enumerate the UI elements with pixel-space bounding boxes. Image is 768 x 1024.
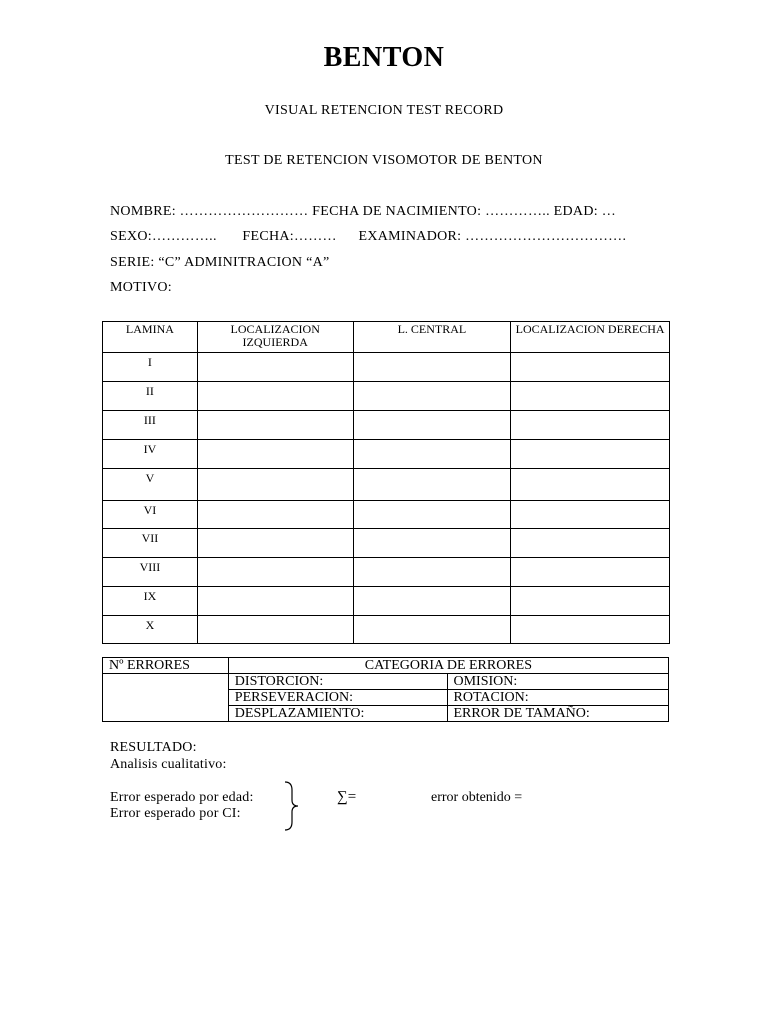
form-line-nombre: NOMBRE: ……………………… FECHA DE NACIMIENTO: ………….. EDAD: … [110,204,617,219]
cell-central[interactable] [353,587,511,616]
cell-izquierda[interactable] [197,440,353,469]
table-row [103,674,669,690]
cell-central[interactable] [353,382,511,411]
cell-derecha[interactable] [511,587,670,616]
subtitle-spanish: TEST DE RETENCION VISOMOTOR DE BENTON [225,153,543,168]
error-rotacion: ROTACION: [447,690,669,706]
cell-izquierda[interactable] [197,587,353,616]
error-omision: OMISION: [447,674,669,690]
cell-derecha[interactable] [511,529,670,558]
form-line-sexo [110,229,626,245]
cell-central[interactable] [353,616,511,644]
cell-derecha[interactable] [511,440,670,469]
header-derecha: LOCALIZACION DERECHA [511,322,670,353]
cell-central[interactable] [353,558,511,587]
lamina-number: IX [103,587,198,616]
cell-derecha[interactable] [511,558,670,587]
cell-derecha[interactable] [511,501,670,529]
cell-derecha[interactable] [511,382,670,411]
cell-izquierda[interactable] [197,501,353,529]
errors-header-row [103,658,669,674]
header-categoria: CATEGORIA DE ERRORES [228,658,668,674]
lamina-table [102,321,670,644]
cell-derecha[interactable] [511,353,670,382]
table-row [103,411,670,440]
lamina-number: VI [103,501,198,529]
lamina-number: VII [103,529,198,558]
cell-central[interactable] [353,501,511,529]
cell-izquierda[interactable] [197,469,353,501]
lamina-header-row [103,322,670,353]
error-ci-label: Error esperado por CI: [110,806,241,821]
form-line-serie: SERIE: “C” ADMINITRACION “A” [110,255,330,270]
lamina-number: X [103,616,198,644]
header-lamina: LAMINA [103,322,198,353]
table-row [103,440,670,469]
cell-derecha[interactable] [511,411,670,440]
error-obtenido-label: error obtenido = [431,790,523,805]
form-line-motivo: MOTIVO: [110,280,172,295]
header-num-errores: Nº ERRORES [103,658,229,674]
cell-izquierda[interactable] [197,529,353,558]
curly-brace-icon [282,780,302,832]
error-perseveracion: PERSEVERACION: [228,690,447,706]
table-row [103,382,670,411]
subtitle-english: VISUAL RETENCION TEST RECORD [264,103,504,118]
lamina-number: V [103,469,198,501]
error-tamano: ERROR DE TAMAÑO: [447,706,669,722]
cell-central[interactable] [353,469,511,501]
error-distorcion: DISTORCION: [228,674,447,690]
lamina-number: I [103,353,198,382]
field-fecha: FECHA:……… [242,229,337,244]
cell-izquierda[interactable] [197,411,353,440]
table-row [103,353,670,382]
resultado-label: RESULTADO: [110,740,197,755]
field-examinador: EXAMINADOR: ……………………………. [358,229,627,244]
cell-izquierda[interactable] [197,353,353,382]
table-row [103,558,670,587]
cell-izquierda[interactable] [197,558,353,587]
cell-derecha[interactable] [511,469,670,501]
header-izquierda: LOCALIZACION IZQUIERDA [197,322,353,353]
cell-central[interactable] [353,529,511,558]
table-row [103,587,670,616]
lamina-number: III [103,411,198,440]
table-row [103,616,670,644]
table-row [103,529,670,558]
lamina-number: VIII [103,558,198,587]
header-central: L. CENTRAL [353,322,511,353]
num-errores-cell[interactable] [103,674,229,722]
cell-izquierda[interactable] [197,616,353,644]
cell-derecha[interactable] [511,616,670,644]
analisis-label: Analisis cualitativo: [110,757,227,772]
error-edad-label: Error esperado por edad: [110,790,254,805]
cell-central[interactable] [353,411,511,440]
document-title: BENTON [323,42,445,73]
cell-central[interactable] [353,353,511,382]
error-desplazamiento: DESPLAZAMIENTO: [228,706,447,722]
cell-izquierda[interactable] [197,382,353,411]
cell-central[interactable] [353,440,511,469]
table-row [103,501,670,529]
lamina-number: IV [103,440,198,469]
table-row [103,469,670,501]
sum-symbol: ∑= [337,789,357,805]
field-sexo: SEXO:………….. [110,229,217,244]
errors-table [102,657,669,722]
lamina-number: II [103,382,198,411]
